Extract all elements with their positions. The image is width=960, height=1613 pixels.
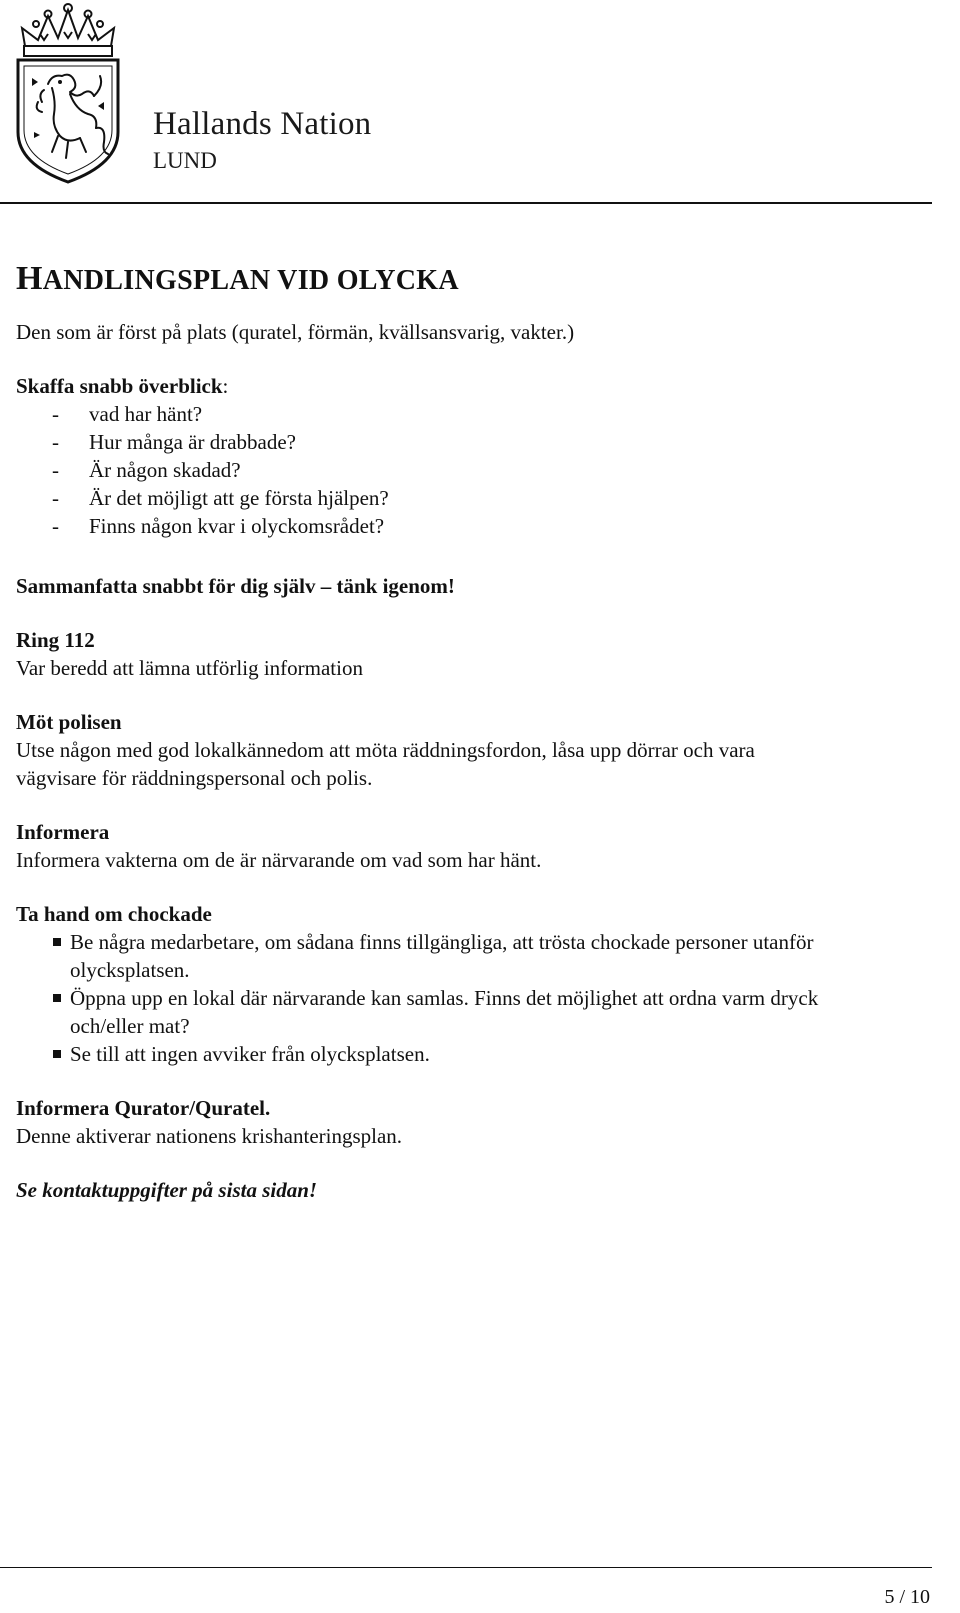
list-dash: - xyxy=(52,514,59,538)
list-item-text: Är det möjligt att ge första hjälpen? xyxy=(89,486,389,510)
summary-heading: Sammanfatta snabbt för dig själv – tänk igenom! xyxy=(16,574,455,598)
overview-heading-colon: : xyxy=(222,374,229,398)
square-bullet-icon xyxy=(53,1050,61,1058)
square-bullet-icon xyxy=(53,994,61,1002)
inform-heading: Informera xyxy=(16,820,110,844)
police-text-line: vägvisare för räddningspersonal och polis. xyxy=(16,766,373,790)
bullet-item-line: och/eller mat? xyxy=(70,1014,190,1038)
intro-text: Den som är först på plats (quratel, förmän, kvällsansvarig, vakter.) xyxy=(16,320,575,344)
qurator-text: Denne aktiverar nationens krishanteringsplan. xyxy=(16,1124,403,1148)
list-item xyxy=(52,456,241,484)
bullet-item-line: Se till att ingen avviker från olycksplatsen. xyxy=(70,1042,430,1066)
page-number: 5 / 10 xyxy=(884,1586,930,1608)
list-item-text: Hur många är drabbade? xyxy=(89,430,296,454)
organization-city: LUND xyxy=(153,148,217,173)
title-rest: ANDLINGSPLAN VID OLYCKA xyxy=(42,265,459,296)
bullet-item-line: Öppna upp en lokal där närvarande kan samlas. Finns det möjlighet att ordna varm dryck xyxy=(70,986,819,1010)
list-dash: - xyxy=(52,458,59,482)
police-text-line: Utse någon med god lokalkännedom att möta räddningsfordon, låsa upp dörrar och vara xyxy=(16,738,755,762)
inform-text: Informera vakterna om de är närvarande om vad som har hänt. xyxy=(16,848,542,872)
list-item-text: Finns någon kvar i olyckomsrådet? xyxy=(89,514,385,538)
list-item xyxy=(52,512,384,540)
overview-heading xyxy=(16,372,228,400)
document-title xyxy=(16,260,459,298)
organization-name: Hallands Nation xyxy=(153,106,372,142)
list-item-text: vad har hänt? xyxy=(89,402,203,426)
header-divider xyxy=(0,202,932,204)
bullet-item-line: Be några medarbetare, om sådana finns tillgängliga, att trösta chockade personer utanför xyxy=(70,930,814,954)
ring-heading: Ring 112 xyxy=(16,628,95,652)
coat-of-arms-lion-icon xyxy=(12,2,124,186)
contact-note: Se kontaktuppgifter på sista sidan! xyxy=(16,1178,318,1202)
bullet-item-line: olycksplatsen. xyxy=(70,958,190,982)
police-heading: Möt polisen xyxy=(16,710,122,734)
overview-heading-text: Skaffa snabb överblick xyxy=(16,374,223,398)
footer-divider xyxy=(0,1567,932,1568)
list-item xyxy=(52,484,389,512)
title-initial: H xyxy=(16,260,43,297)
ring-text: Var beredd att lämna utförlig information xyxy=(16,656,363,680)
list-dash: - xyxy=(52,430,59,454)
list-dash: - xyxy=(52,486,59,510)
shock-heading: Ta hand om chockade xyxy=(16,902,212,926)
square-bullet-icon xyxy=(53,938,61,946)
list-item xyxy=(52,428,296,456)
list-item xyxy=(52,400,202,428)
qurator-heading: Informera Qurator/Quratel. xyxy=(16,1096,271,1120)
list-item-text: Är någon skadad? xyxy=(89,458,241,482)
list-dash: - xyxy=(52,402,59,426)
